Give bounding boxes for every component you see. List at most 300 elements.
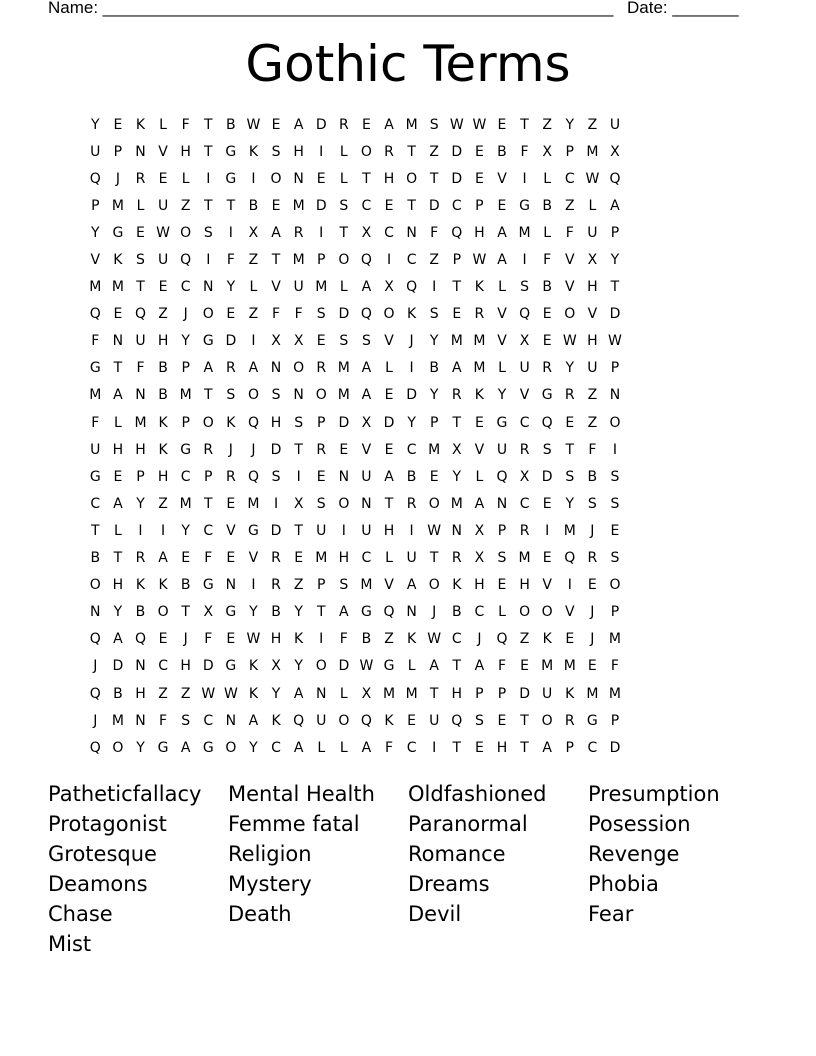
word-search-grid bbox=[84, 111, 626, 761]
grid-letter: E bbox=[497, 577, 507, 594]
grid-letter: T bbox=[429, 550, 439, 567]
grid-letter: E bbox=[542, 550, 552, 567]
grid-letter: T bbox=[452, 414, 462, 431]
grid-letter: C bbox=[361, 197, 372, 214]
grid-letter: Q bbox=[89, 306, 101, 323]
grid-letter: O bbox=[541, 712, 553, 729]
grid-letter: I bbox=[567, 577, 572, 594]
grid-letter: Q bbox=[609, 170, 621, 187]
grid-letter: B bbox=[361, 631, 372, 648]
grid-letter: U bbox=[519, 360, 530, 377]
grid-letter: C bbox=[271, 739, 281, 756]
grid-letter: Z bbox=[158, 306, 168, 323]
grid-letter: S bbox=[610, 550, 620, 567]
grid-row bbox=[84, 626, 626, 653]
grid-letter: W bbox=[449, 116, 464, 133]
grid-letter: N bbox=[496, 495, 508, 512]
grid-letter: F bbox=[565, 224, 574, 241]
grid-letter: F bbox=[543, 252, 552, 269]
word-list-item: Mental Health bbox=[228, 782, 375, 806]
grid-letter: X bbox=[271, 333, 281, 350]
grid-letter: I bbox=[251, 577, 256, 594]
grid-letter: K bbox=[452, 577, 462, 594]
grid-letter: P bbox=[610, 712, 620, 729]
grid-letter: F bbox=[272, 306, 281, 323]
grid-letter: Q bbox=[496, 631, 508, 648]
grid-letter: U bbox=[135, 333, 146, 350]
grid-letter: C bbox=[180, 279, 191, 296]
grid-letter: Q bbox=[360, 712, 372, 729]
grid-letter: U bbox=[316, 712, 327, 729]
grid-letter: K bbox=[248, 658, 259, 675]
grid-letter: M bbox=[315, 279, 328, 296]
grid-letter: F bbox=[91, 333, 100, 350]
word-list-item: Oldfashioned bbox=[408, 782, 547, 806]
grid-letter: I bbox=[228, 224, 233, 241]
grid-letter: Y bbox=[565, 495, 575, 512]
grid-letter: E bbox=[226, 495, 236, 512]
grid-letter: O bbox=[406, 170, 418, 187]
grid-letter: D bbox=[451, 170, 463, 187]
grid-letter: I bbox=[161, 522, 166, 539]
grid-letter: E bbox=[497, 116, 507, 133]
grid-letter: Y bbox=[452, 468, 462, 485]
grid-letter: E bbox=[294, 550, 304, 567]
grid-letter: I bbox=[545, 522, 550, 539]
grid-letter: I bbox=[319, 631, 324, 648]
grid-letter: N bbox=[609, 387, 621, 404]
grid-letter: Y bbox=[113, 604, 123, 621]
grid-letter: U bbox=[293, 279, 304, 296]
grid-letter: C bbox=[519, 495, 530, 512]
grid-letter: P bbox=[317, 577, 326, 594]
grid-letter: M bbox=[518, 224, 531, 241]
grid-letter: L bbox=[407, 658, 416, 675]
grid-letter: A bbox=[384, 116, 394, 133]
grid-letter: H bbox=[270, 414, 282, 431]
grid-letter: Q bbox=[451, 712, 463, 729]
grid-letter: G bbox=[541, 387, 553, 404]
grid-letter: E bbox=[542, 306, 552, 323]
grid-letter: T bbox=[429, 685, 439, 702]
grid-letter: I bbox=[522, 252, 527, 269]
grid-letter: F bbox=[91, 414, 100, 431]
grid-letter: R bbox=[542, 360, 553, 377]
grid-letter: P bbox=[452, 252, 462, 269]
grid-letter: T bbox=[520, 116, 529, 133]
grid-letter: M bbox=[134, 414, 147, 431]
grid-row bbox=[84, 246, 626, 273]
grid-letter: A bbox=[248, 360, 259, 377]
grid-letter: E bbox=[113, 116, 123, 133]
grid-row bbox=[84, 680, 626, 707]
grid-letter: K bbox=[158, 414, 168, 431]
grid-letter: M bbox=[405, 116, 418, 133]
grid-letter: Q bbox=[541, 414, 553, 431]
grid-letter: C bbox=[158, 658, 168, 675]
grid-letter: A bbox=[497, 252, 507, 269]
grid-letter: H bbox=[496, 739, 508, 756]
grid-letter: V bbox=[248, 550, 259, 567]
grid-letter: T bbox=[113, 360, 123, 377]
grid-row bbox=[84, 517, 626, 544]
grid-letter: Q bbox=[360, 306, 372, 323]
grid-letter: O bbox=[247, 387, 259, 404]
grid-letter: E bbox=[452, 306, 462, 323]
grid-letter: W bbox=[562, 333, 577, 350]
word-list-item: Revenge bbox=[588, 842, 680, 866]
grid-letter: N bbox=[135, 143, 146, 160]
grid-letter: A bbox=[361, 279, 372, 296]
grid-letter: P bbox=[565, 143, 574, 160]
grid-letter: X bbox=[361, 414, 372, 431]
grid-letter: Y bbox=[91, 116, 100, 133]
grid-letter: H bbox=[112, 441, 124, 458]
grid-letter: C bbox=[90, 495, 101, 512]
grid-letter: A bbox=[452, 360, 462, 377]
grid-letter: H bbox=[451, 685, 463, 702]
grid-letter: Y bbox=[407, 414, 416, 431]
grid-letter: E bbox=[113, 306, 123, 323]
grid-letter: D bbox=[338, 306, 350, 323]
grid-letter: T bbox=[203, 387, 213, 404]
grid-letter: I bbox=[612, 441, 618, 458]
grid-letter: K bbox=[407, 306, 417, 323]
grid-letter: H bbox=[180, 143, 191, 160]
grid-letter: L bbox=[113, 522, 122, 539]
grid-letter: G bbox=[89, 360, 101, 377]
grid-letter: V bbox=[158, 143, 168, 160]
grid-letter: E bbox=[226, 550, 236, 567]
grid-letter: A bbox=[293, 685, 304, 702]
grid-letter: M bbox=[608, 631, 621, 648]
grid-letter: A bbox=[361, 387, 372, 404]
grid-letter: O bbox=[315, 658, 327, 675]
grid-letter: T bbox=[203, 116, 213, 133]
grid-letter: O bbox=[541, 604, 553, 621]
grid-letter: U bbox=[587, 360, 598, 377]
grid-letter: A bbox=[271, 224, 281, 241]
grid-letter: F bbox=[294, 306, 303, 323]
grid-letter: P bbox=[497, 685, 507, 702]
grid-letter: J bbox=[432, 604, 437, 621]
grid-letter: F bbox=[588, 441, 597, 458]
grid-letter: S bbox=[429, 116, 439, 133]
grid-letter: Z bbox=[429, 252, 439, 269]
grid-letter: A bbox=[474, 495, 485, 512]
grid-letter: B bbox=[180, 577, 191, 594]
grid-letter: S bbox=[361, 333, 371, 350]
grid-letter: P bbox=[610, 604, 620, 621]
grid-letter: M bbox=[247, 495, 260, 512]
grid-letter: O bbox=[564, 306, 576, 323]
grid-letter: Y bbox=[226, 279, 236, 296]
grid-letter: Y bbox=[294, 604, 303, 621]
grid-letter: D bbox=[519, 685, 530, 702]
grid-letter: E bbox=[361, 116, 371, 133]
grid-letter: S bbox=[226, 387, 236, 404]
grid-letter: S bbox=[136, 252, 145, 269]
date-field-line: Date: _______ bbox=[627, 0, 739, 17]
grid-letter: R bbox=[519, 522, 530, 539]
grid-letter: W bbox=[585, 170, 600, 187]
grid-letter: M bbox=[111, 712, 124, 729]
grid-letter: M bbox=[111, 279, 124, 296]
grid-letter: Z bbox=[248, 306, 259, 323]
grid-letter: M bbox=[563, 522, 576, 539]
grid-letter: Y bbox=[429, 333, 439, 350]
grid-letter: N bbox=[406, 604, 417, 621]
grid-letter: I bbox=[319, 224, 324, 241]
grid-letter: B bbox=[226, 116, 236, 133]
grid-letter: B bbox=[429, 360, 439, 377]
grid-letter: F bbox=[520, 143, 529, 160]
grid-letter: O bbox=[338, 712, 350, 729]
grid-letter: E bbox=[497, 712, 507, 729]
grid-letter: V bbox=[271, 279, 281, 296]
grid-letter: L bbox=[339, 170, 348, 187]
grid-letter: M bbox=[315, 550, 328, 567]
grid-letter: G bbox=[360, 604, 372, 621]
grid-letter: V bbox=[519, 387, 530, 404]
grid-letter: R bbox=[135, 170, 146, 187]
grid-letter: F bbox=[159, 712, 168, 729]
grid-letter: S bbox=[497, 550, 507, 567]
grid-letter: T bbox=[339, 224, 349, 241]
grid-letter: R bbox=[316, 360, 327, 377]
grid-letter: F bbox=[339, 631, 348, 648]
grid-letter: D bbox=[383, 414, 395, 431]
grid-letter: F bbox=[430, 224, 439, 241]
grid-letter: E bbox=[316, 468, 326, 485]
grid-letter: G bbox=[225, 170, 237, 187]
grid-letter: Z bbox=[248, 252, 259, 269]
grid-letter: E bbox=[113, 468, 123, 485]
grid-letter: F bbox=[204, 550, 213, 567]
grid-letter: J bbox=[183, 306, 188, 323]
grid-letter: S bbox=[565, 468, 575, 485]
grid-letter: I bbox=[522, 170, 527, 187]
grid-letter: L bbox=[136, 197, 145, 214]
word-list-item: Femme fatal bbox=[228, 812, 360, 836]
grid-letter: C bbox=[361, 550, 372, 567]
grid-letter: O bbox=[383, 306, 395, 323]
grid-letter: M bbox=[360, 577, 373, 594]
grid-letter: V bbox=[587, 306, 598, 323]
grid-letter: L bbox=[339, 279, 348, 296]
grid-letter: X bbox=[361, 685, 372, 702]
grid-row bbox=[84, 490, 626, 517]
grid-letter: V bbox=[90, 252, 101, 269]
grid-letter: Q bbox=[247, 414, 259, 431]
grid-letter: M bbox=[586, 143, 599, 160]
grid-letter: Q bbox=[134, 631, 146, 648]
grid-letter: X bbox=[610, 143, 620, 160]
grid-letter: L bbox=[339, 739, 348, 756]
grid-letter: U bbox=[429, 712, 440, 729]
grid-letter: S bbox=[542, 441, 552, 458]
grid-letter: C bbox=[203, 712, 214, 729]
grid-letter: I bbox=[386, 252, 392, 269]
grid-letter: O bbox=[202, 306, 214, 323]
grid-letter: D bbox=[609, 739, 621, 756]
grid-letter: O bbox=[89, 577, 101, 594]
grid-letter: S bbox=[203, 224, 213, 241]
grid-letter: B bbox=[271, 604, 281, 621]
grid-letter: C bbox=[451, 631, 462, 648]
grid-letter: C bbox=[451, 197, 462, 214]
grid-letter: E bbox=[407, 712, 417, 729]
grid-letter: D bbox=[112, 658, 124, 675]
grid-letter: Y bbox=[136, 739, 145, 756]
grid-letter: D bbox=[541, 468, 553, 485]
word-list-item: Patheticfallacy bbox=[48, 782, 202, 806]
grid-letter: R bbox=[293, 224, 304, 241]
grid-letter: X bbox=[542, 143, 552, 160]
grid-row bbox=[84, 111, 626, 138]
grid-letter: E bbox=[542, 333, 552, 350]
grid-letter: B bbox=[587, 468, 598, 485]
grid-letter: V bbox=[226, 522, 236, 539]
grid-letter: A bbox=[610, 197, 620, 214]
grid-letter: D bbox=[338, 658, 350, 675]
grid-letter: H bbox=[270, 631, 282, 648]
grid-letter: E bbox=[384, 197, 394, 214]
grid-letter: O bbox=[315, 387, 327, 404]
grid-letter: P bbox=[610, 360, 620, 377]
grid-letter: I bbox=[409, 522, 414, 539]
grid-letter: B bbox=[158, 387, 168, 404]
grid-letter: U bbox=[406, 550, 417, 567]
grid-letter: K bbox=[565, 685, 575, 702]
grid-letter: Q bbox=[519, 306, 531, 323]
grid-letter: W bbox=[359, 658, 374, 675]
grid-letter: T bbox=[294, 441, 303, 458]
grid-letter: O bbox=[338, 252, 350, 269]
grid-letter: P bbox=[181, 360, 190, 377]
grid-letter: E bbox=[158, 279, 168, 296]
grid-letter: M bbox=[541, 658, 554, 675]
grid-letter: R bbox=[564, 712, 575, 729]
grid-letter: Z bbox=[587, 387, 598, 404]
grid-letter: H bbox=[293, 143, 304, 160]
grid-letter: E bbox=[520, 658, 529, 675]
grid-letter: Z bbox=[293, 577, 304, 594]
grid-letter: T bbox=[610, 279, 620, 296]
grid-letter: M bbox=[292, 252, 305, 269]
grid-letter: S bbox=[294, 414, 304, 431]
word-list-item: Mystery bbox=[228, 872, 312, 896]
grid-letter: N bbox=[203, 279, 214, 296]
grid-letter: M bbox=[382, 685, 396, 702]
grid-letter: V bbox=[361, 441, 372, 458]
grid-letter: T bbox=[271, 252, 281, 269]
grid-letter: Y bbox=[429, 387, 439, 404]
grid-letter: L bbox=[317, 739, 326, 756]
grid-letter: M bbox=[450, 333, 463, 350]
grid-letter: G bbox=[89, 468, 101, 485]
grid-letter: J bbox=[93, 658, 98, 675]
grid-letter: I bbox=[251, 170, 256, 187]
grid-letter: E bbox=[610, 522, 620, 539]
grid-letter: Q bbox=[496, 468, 508, 485]
grid-letter: K bbox=[113, 252, 123, 269]
grid-letter: R bbox=[225, 468, 236, 485]
grid-letter: E bbox=[158, 631, 168, 648]
grid-letter: K bbox=[135, 116, 146, 133]
grid-letter: T bbox=[429, 170, 439, 187]
grid-letter: A bbox=[158, 550, 168, 567]
grid-letter: U bbox=[157, 252, 169, 269]
grid-letter: E bbox=[497, 197, 507, 214]
grid-row bbox=[84, 545, 626, 572]
grid-letter: W bbox=[472, 252, 487, 269]
grid-letter: L bbox=[159, 116, 167, 133]
grid-letter: P bbox=[317, 252, 326, 269]
grid-letter: T bbox=[203, 495, 213, 512]
grid-letter: A bbox=[406, 577, 417, 594]
grid-letter: M bbox=[292, 197, 305, 214]
grid-letter: U bbox=[157, 197, 169, 214]
grid-letter: J bbox=[183, 631, 188, 648]
grid-letter: T bbox=[452, 658, 462, 675]
word-list-item: Protagonist bbox=[48, 812, 167, 836]
grid-letter: Q bbox=[180, 252, 192, 269]
grid-letter: G bbox=[586, 712, 598, 729]
grid-letter: V bbox=[497, 170, 507, 187]
grid-letter: S bbox=[520, 279, 530, 296]
word-list-item: Death bbox=[228, 902, 292, 926]
grid-letter: E bbox=[474, 143, 484, 160]
grid-letter: Q bbox=[89, 631, 101, 648]
grid-letter: D bbox=[609, 306, 621, 323]
grid-letter: Q bbox=[134, 306, 146, 323]
grid-letter: X bbox=[519, 468, 530, 485]
word-list-item: Posession bbox=[588, 812, 691, 836]
grid-letter: G bbox=[202, 333, 214, 350]
grid-letter: A bbox=[339, 604, 349, 621]
grid-letter: F bbox=[384, 739, 394, 756]
grid-letter: W bbox=[427, 631, 442, 648]
grid-letter: T bbox=[452, 279, 462, 296]
grid-letter: N bbox=[135, 658, 146, 675]
grid-letter: A bbox=[113, 387, 123, 404]
grid-letter: W bbox=[156, 224, 170, 241]
grid-letter: U bbox=[316, 522, 327, 539]
grid-letter: O bbox=[519, 604, 531, 621]
grid-letter: J bbox=[115, 170, 120, 187]
grid-letter: T bbox=[181, 604, 190, 621]
grid-letter: N bbox=[315, 685, 327, 702]
grid-letter: S bbox=[181, 712, 191, 729]
grid-letter: N bbox=[361, 495, 372, 512]
grid-letter: B bbox=[542, 197, 552, 214]
grid-letter: R bbox=[474, 306, 485, 323]
grid-letter: Y bbox=[610, 252, 620, 269]
grid-letter: A bbox=[113, 631, 123, 648]
grid-letter: R bbox=[564, 387, 575, 404]
grid-letter: H bbox=[157, 468, 169, 485]
grid-letter: M bbox=[405, 685, 418, 702]
grid-letter: M bbox=[337, 387, 350, 404]
grid-letter: Z bbox=[158, 685, 168, 702]
grid-letter: L bbox=[498, 604, 506, 621]
grid-letter: C bbox=[406, 441, 417, 458]
grid-letter: Z bbox=[542, 116, 552, 133]
grid-row bbox=[84, 219, 626, 246]
word-list-item: Deamons bbox=[48, 872, 148, 896]
grid-letter: G bbox=[383, 658, 395, 675]
